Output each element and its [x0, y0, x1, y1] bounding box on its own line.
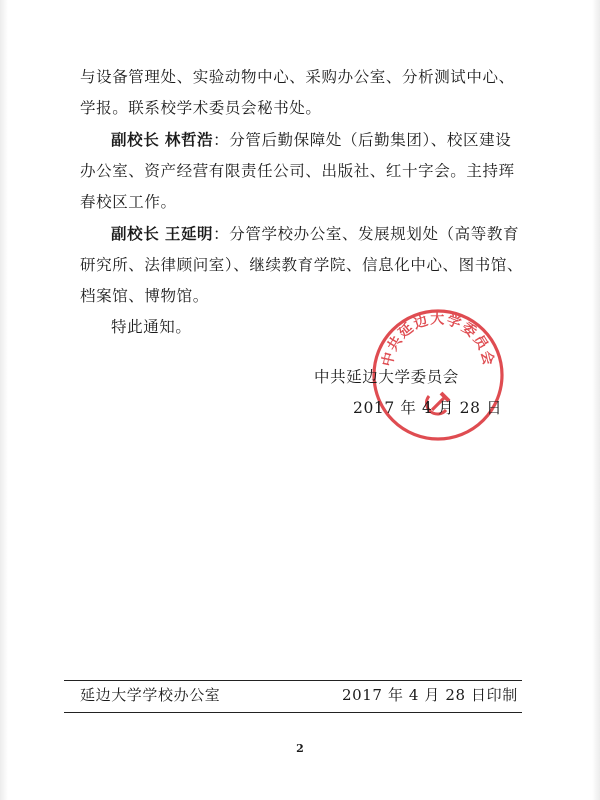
footer-rule-bottom	[64, 712, 522, 713]
scan-shadow-left	[0, 0, 8, 800]
duties-text: ：分管后勤保障处（后勤集团）、校区建设	[213, 131, 512, 149]
notice-closing: 特此通知。	[111, 318, 192, 336]
footer-print-date: 2017 年 4 月 28 日印制	[342, 686, 518, 704]
text-line	[80, 218, 530, 250]
text-line: 学报。联系校学术委员会秘书处。	[80, 99, 322, 117]
role-title: 副校长	[111, 224, 160, 243]
paragraph-lin-zhehao	[80, 124, 530, 218]
text-line: 办公室、资产经营有限责任公司、出版社、红十字会。主持珲	[80, 162, 515, 180]
duties-text: ：分管学校办公室、发展规划处（高等教育	[213, 225, 520, 243]
text-line: 研究所、法律顾问室）、继续教育学院、信息化中心、图书馆、	[80, 256, 524, 274]
paragraph-wang-yanming	[80, 218, 530, 312]
seal-text: 中共延边大学委员会	[379, 311, 497, 369]
signing-organization: 中共延边大学委员会	[314, 368, 459, 386]
role-title: 副校长	[111, 130, 160, 149]
text-line: 与设备管理处、实验动物中心、采购办公室、分析测试中心、	[80, 68, 515, 86]
text-line: 春校区工作。	[80, 193, 177, 211]
signing-date: 2017 年 4 月 28 日	[353, 399, 503, 417]
footer-issuer: 延边大学学校办公室	[80, 686, 221, 704]
signature-block	[300, 362, 520, 424]
document-body	[80, 62, 530, 343]
scan-shadow-right	[592, 0, 600, 800]
text-line: 档案馆、博物馆。	[80, 287, 209, 305]
footer-rule-top	[64, 680, 522, 681]
person-name: 林哲浩	[164, 130, 214, 149]
text-line	[80, 124, 530, 156]
person-name: 王延明	[164, 224, 214, 243]
page-number: 2	[296, 742, 304, 755]
paragraph-continuation	[80, 62, 530, 124]
